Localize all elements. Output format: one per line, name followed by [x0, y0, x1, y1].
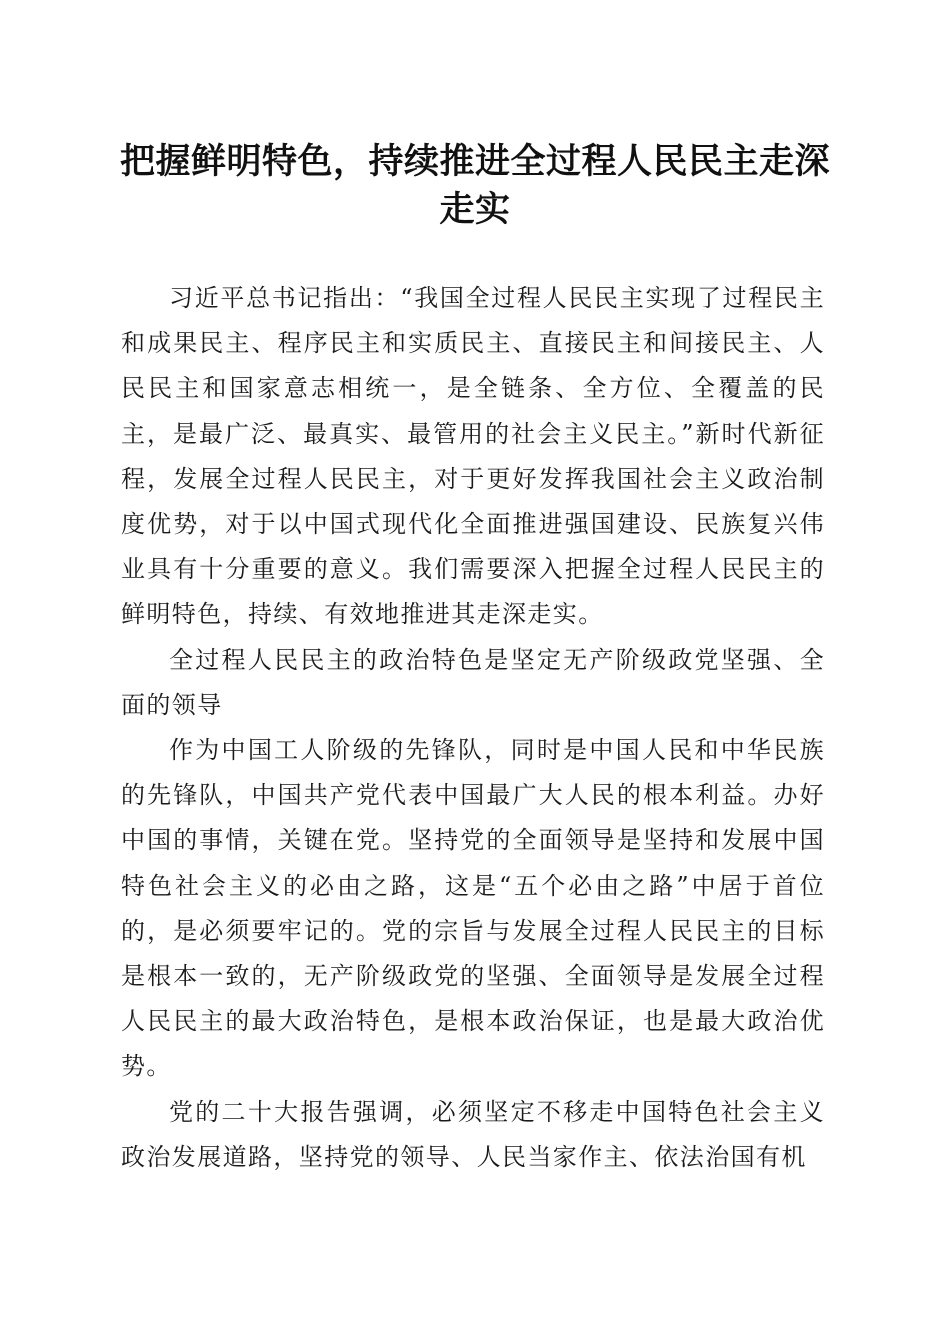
- paragraph: 作为中国工人阶级的先锋队，同时是中国人民和中华民族的先锋队，中国共产党代表中国最广大人民的根本利益。办好中国的事情，关键在党。坚持党的全面领导是坚持和发展中国特色社会主义的必由之路，这是“五个必由之路”中居于首位的，是必须要牢记的。党的宗旨与发展全过程人民民主的目标是根本一致的，无产阶级政党的坚强、全面领导是发展全过程人民民主的最大政治特色，是根本政治保证，也是最大政治优势。: [121, 736, 825, 1081]
- document-body: [121, 276, 825, 1180]
- section-heading: 全过程人民民主的政治特色是坚定无产阶级政党坚强、全面的领导: [121, 645, 825, 719]
- paragraph: 习近平总书记指出：“我国全过程人民民主实现了过程民主和成果民主、程序民主和实质民主、直接民主和间接民主、人民民主和国家意志相统一，是全链条、全方位、全覆盖的民主，是最广泛、最真实、最管用的社会主义民主。”新时代新征程，发展全过程人民民主，对于更好发挥我国社会主义政治制度优势，对于以中国式现代化全面推进强国建设、民族复兴伟业具有十分重要的意义。我们需要深入把握全过程人民民主的鲜明特色，持续、有效地推进其走深走实。: [121, 284, 825, 629]
- paragraph: 党的二十大报告强调，必须坚定不移走中国特色社会主义政治发展道路，坚持党的领导、人民当家作主、依法治国有机: [121, 1097, 825, 1171]
- document-title: 把握鲜明特色，持续推进全过程人民民主走深走实: [119, 141, 830, 230]
